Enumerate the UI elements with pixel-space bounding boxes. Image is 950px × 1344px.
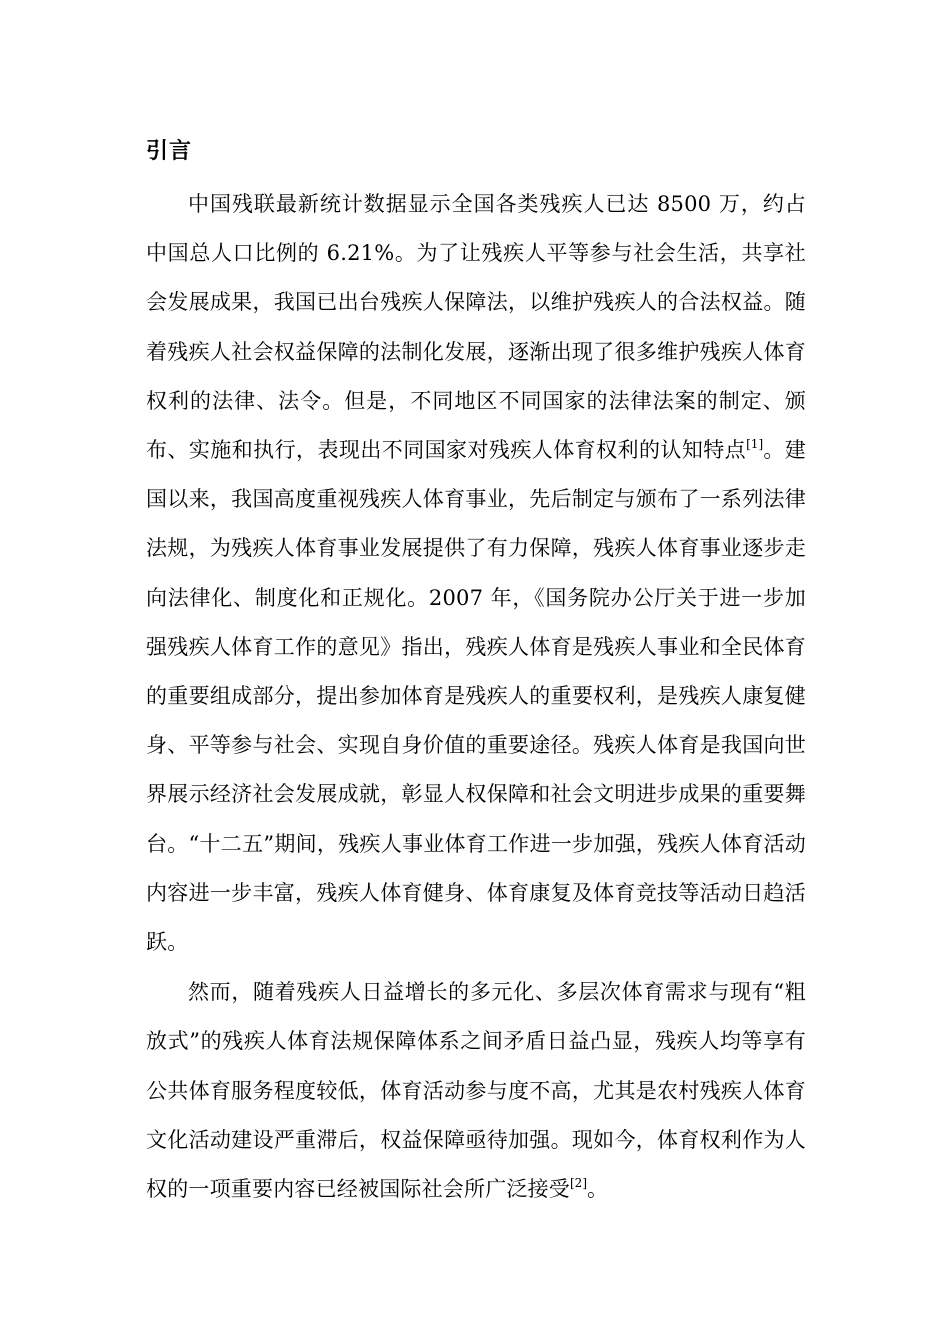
paragraph-text: 然而，随着残疾人日益增长的多元化、多层次体育需求与现有“粗放式”的残疾人体育法规保障体系之间矛盾日益凸显，残疾人均等享有公共体育服务程度较低，体育活动参与度不高，尤其是农村残疾人体育文化活动建设严重滞后，权益保障亟待加强。现如今，体育权利作为人权的一项重要内容已经被国际社会所广泛接受	[146, 980, 806, 1202]
paragraph-2	[146, 968, 806, 1214]
paragraph-text: 。建国以来，我国高度重视残疾人体育事业，先后制定与颁布了一系列法律法规，为残疾人体育事业发展提供了有力保障，残疾人体育事业逐步走向法律化、制度化和正规化。2007 年，《国务院办公厅关于进一步加强残疾人体育工作的意见》指出，残疾人体育是残疾人事业和全民体育的重要组成部分，提出参加体育是残疾人的重要权利，是残疾人康复健身、平等参与社会、实现自身价值的重要途径。残疾人体育是我国向世界展示经济社会发展成就，彰显人权保障和社会文明进步成果的重要舞台。“十二五”期间，残疾人事业体育工作进一步加强，残疾人体育活动内容进一步丰富，残疾人体育健身、体育康复及体育竞技等活动日趋活跃。	[146, 438, 806, 955]
section-heading: 引言	[146, 139, 193, 164]
paragraph-text: 中国残联最新统计数据显示全国各类残疾人已达 8500 万，约占中国总人口比例的 6.21%。为了让残疾人平等参与社会生活，共享社会发展成果，我国已出台残疾人保障法，以维护残疾人的合法权益。随着残疾人社会权益保障的法制化发展，逐渐出现了很多维护残疾人体育权利的法律、法令。但是，不同地区不同国家的法律法案的制定、颁布、实施和执行，表现出不同国家对残疾人体育权利的认知特点	[146, 192, 806, 463]
citation-marker[interactable]: [2]	[570, 1176, 587, 1191]
citation-marker[interactable]: [1]	[746, 437, 764, 452]
paragraph-1	[146, 180, 806, 967]
document-body	[146, 132, 806, 1214]
paragraph-text: 。	[587, 1177, 609, 1202]
